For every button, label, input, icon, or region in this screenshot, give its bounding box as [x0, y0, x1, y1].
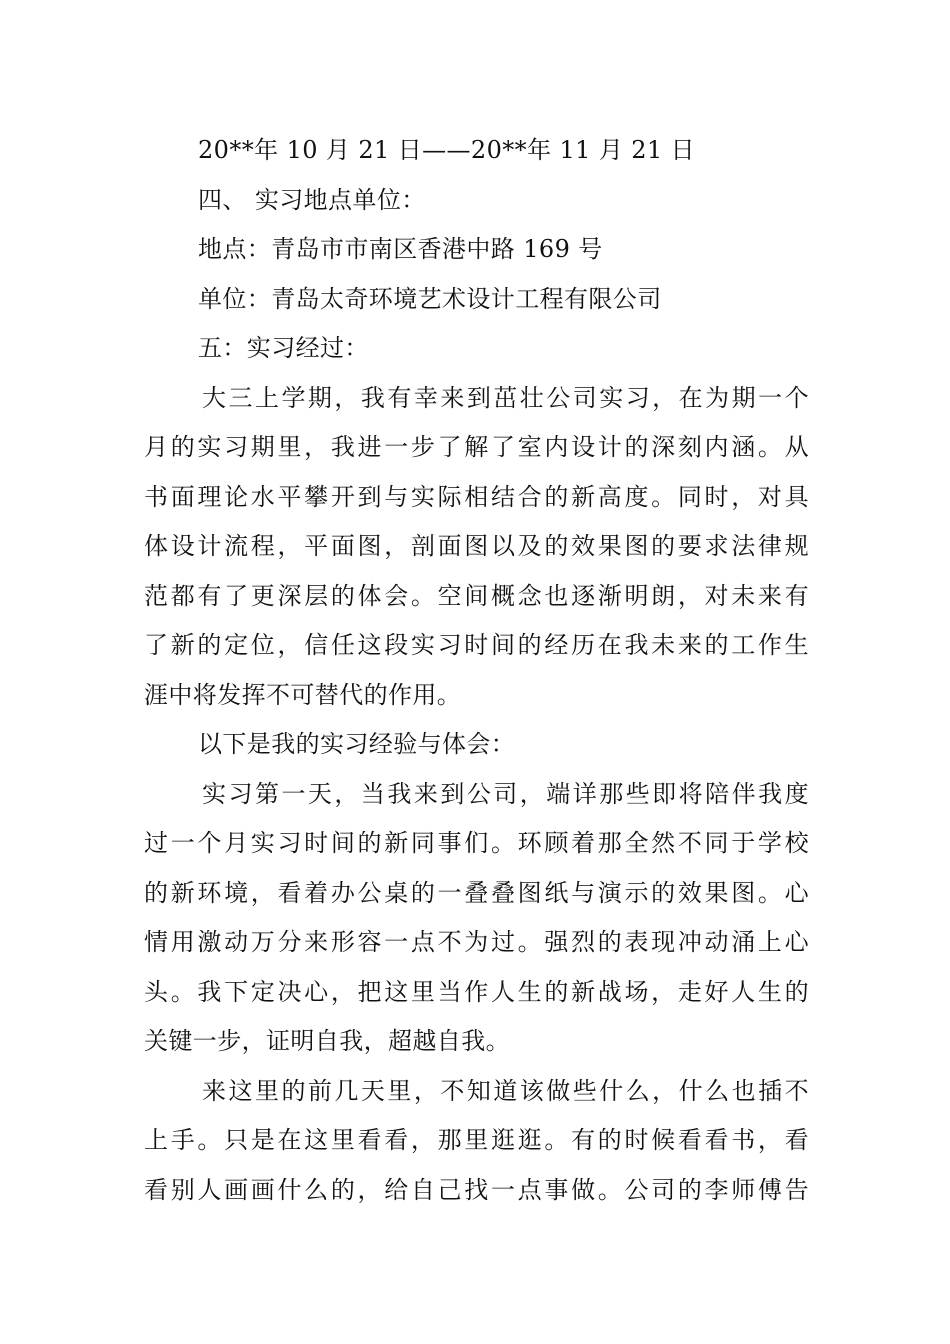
experience-heading: 以下是我的实习经验与体会： [198, 730, 516, 758]
document-body [144, 126, 809, 1215]
paragraph-line: 上手。只是在这里看看，那里逛逛。有的时候看看书，看 [144, 1126, 809, 1154]
paragraph-line: 月的实习期里，我进一步了解了室内设计的深刻内涵。从 [144, 433, 809, 461]
paragraph-line: 情用激动万分来形容一点不为过。强烈的表现冲动涌上心 [144, 928, 809, 956]
company-line: 单位：青岛太奇环境艺术设计工程有限公司 [198, 284, 662, 313]
paragraph-line: 看别人画画什么的，给自己找一点事做。公司的李师傅告 [144, 1175, 809, 1204]
internship-period: 20**年 10 月 21 日——20**年 11 月 21 日 [198, 136, 696, 164]
paragraph-line: 关键一步，证明自我，超越自我。 [144, 1027, 510, 1055]
paragraph-line: 来这里的前几天里，不知道该做些什么，什么也插不 [202, 1076, 809, 1105]
paragraph-line: 头。我下定决心，把这里当作人生的新战场，走好人生的 [144, 977, 809, 1006]
paragraph-line: 书面理论水平攀开到与实际相结合的新高度。同时，对具 [144, 482, 809, 511]
paragraph-line: 范都有了更深层的体会。空间概念也逐渐明朗，对未来有 [144, 581, 809, 610]
paragraph-line: 实习第一天，当我来到公司，端详那些即将陪伴我度 [202, 779, 809, 808]
section-five-heading: 五：实习经过： [198, 334, 369, 362]
paragraph-line: 过一个月实习时间的新同事们。环顾着那全然不同于学校 [144, 829, 809, 857]
paragraph-line: 体设计流程，平面图，剖面图以及的效果图的要求法律规 [144, 532, 809, 560]
section-four-heading: 四、 实习地点单位： [198, 185, 426, 214]
paragraph-line: 了新的定位，信任这段实习时间的经历在我未来的工作生 [144, 631, 809, 659]
paragraph-line: 涯中将发挥不可替代的作用。 [144, 680, 462, 709]
location-line: 地点：青岛市市南区香港中路 169 号 [198, 235, 603, 263]
paragraph-line: 大三上学期，我有幸来到茁壮公司实习，在为期一个 [202, 383, 809, 412]
paragraph-line: 的新环境，看着办公桌的一叠叠图纸与演示的效果图。心 [144, 878, 809, 907]
